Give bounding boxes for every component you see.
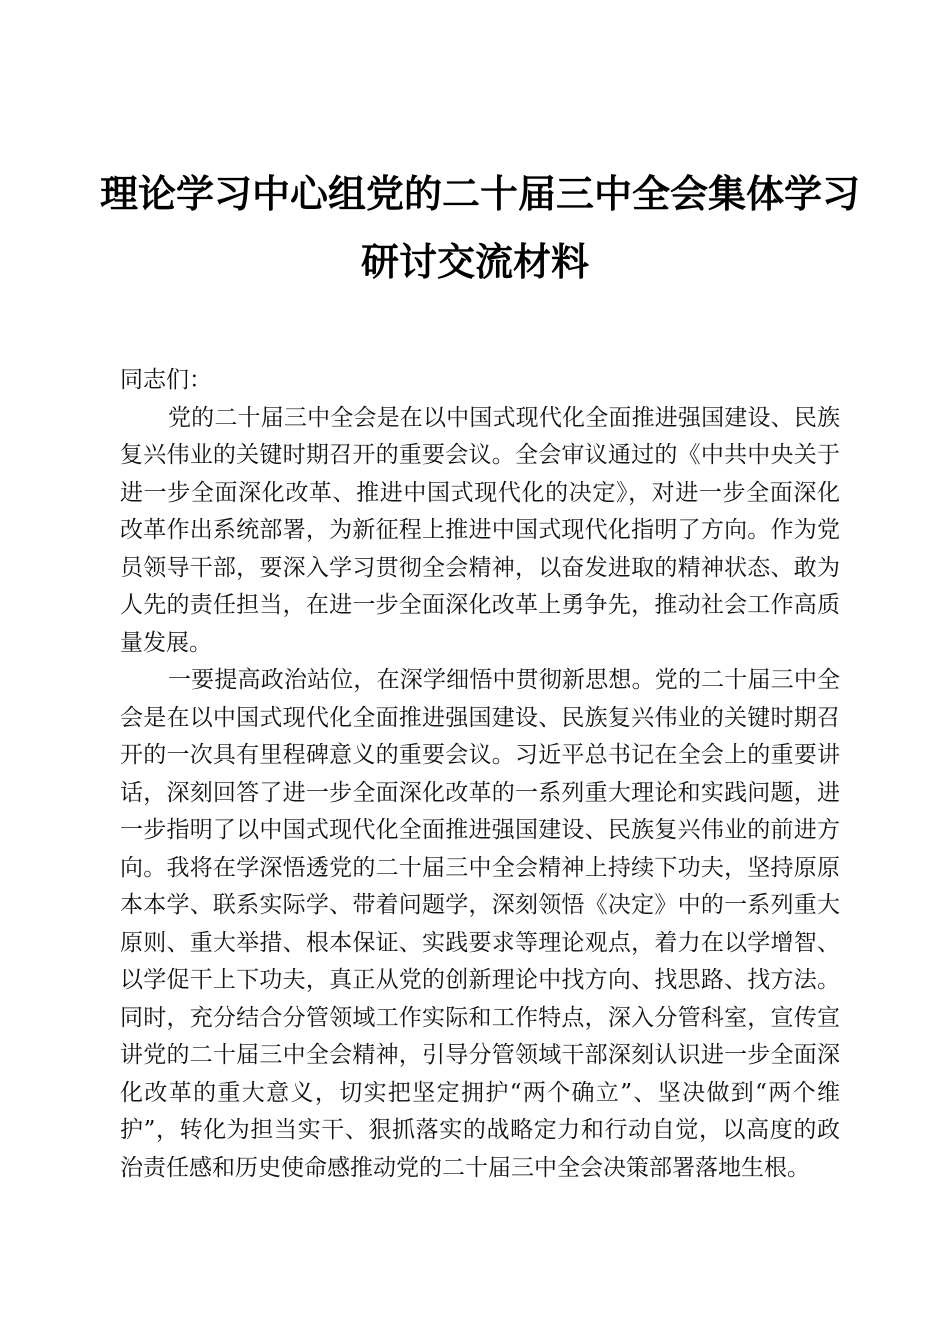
document-body: [120, 362, 840, 1187]
document-title-line-2: 研讨交流材料: [360, 239, 589, 284]
paragraph-point-one: 一要提高政治站位，在深学细悟中贯彻新思想。党的二十届三中全会是在以中国式现代化全面推进强国建设、民族复兴伟业的关键时期召开的一次具有里程碑意义的重要会议。习近平总书记在全会上的重要讲话，深刻回答了进一步全面深化改革的一系列重大理论和实践问题，进一步指明了以中国式现代化全面推进强国建设、民族复兴伟业的前进方向。我将在学深悟透党的二十届三中全会精神上持续下功夫，坚持原原本本学、联系实际学、带着问题学，深刻领悟《决定》中的一系列重大原则、重大举措、根本保证、实践要求等理论观点，着力在以学增智、以学促干上下功夫，真正从党的创新理论中找方向、找思路、找方法。同时，充分结合分管领域工作实际和工作特点，深入分管科室，宣传宣讲党的二十届三中全会精神，引导分管领域干部深刻认识进一步全面深化改革的重大意义，切实把坚定拥护“两个确立”、坚决做到“两个维护”，转化为担当实干、狠抓落实的战略定力和行动自觉，以高度的政治责任感和历史使命感推动党的二十届三中全会决策部署落地生根。: [120, 667, 840, 1181]
salutation: 同志们：: [120, 367, 212, 393]
paragraph-intro: 党的二十届三中全会是在以中国式现代化全面推进强国建设、民族复兴伟业的关键时期召开的重要会议。全会审议通过的《中共中央关于进一步全面深化改革、推进中国式现代化的决定》，对进一步全面深化改革作出系统部署，为新征程上推进中国式现代化指明了方向。作为党员领导干部，要深入学习贯彻全会精神，以奋发进取的精神状态、敢为人先的责任担当，在进一步全面深化改革上勇争先，推动社会工作高质量发展。: [120, 404, 840, 656]
document-title-line-1: 理论学习中心组党的二十届三中全会集体学习: [100, 171, 861, 216]
